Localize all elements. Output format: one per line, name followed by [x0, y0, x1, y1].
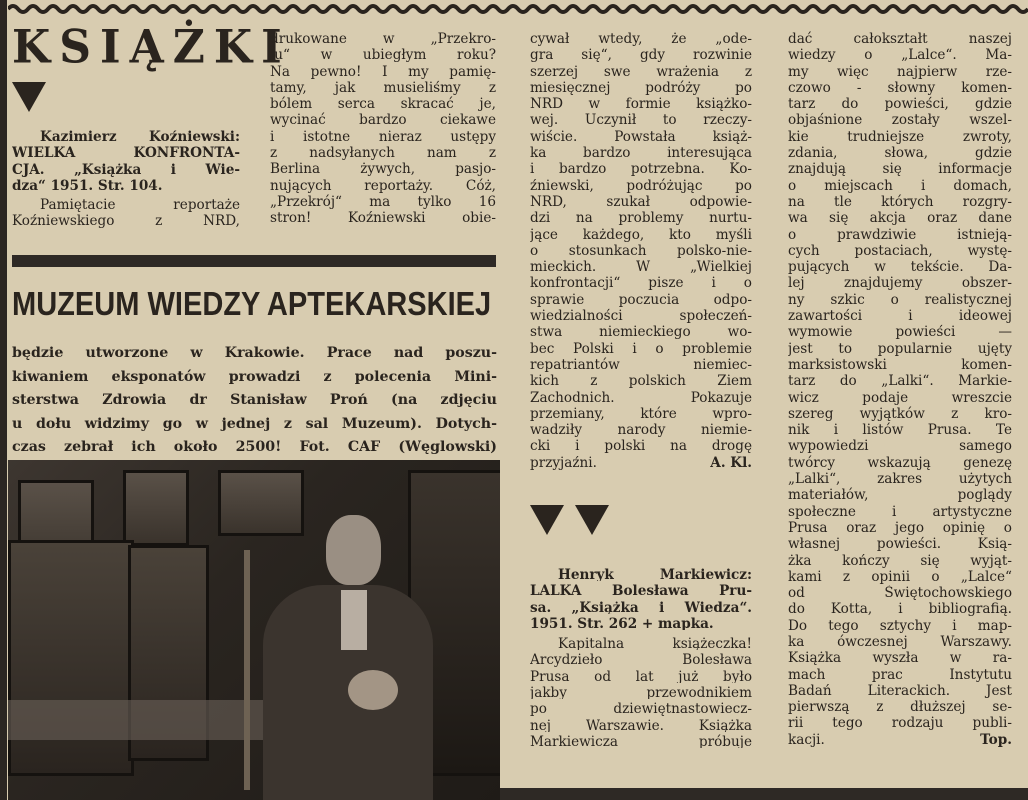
text-line: ju“ w ubiegłym roku?	[270, 47, 496, 64]
text-line: sa. „Książka i Wiedza“.	[530, 599, 752, 614]
text-line: od Świętochowskiego	[788, 585, 1012, 602]
text-line: CJA. „Książka i Wie-	[12, 161, 240, 178]
article1-column2	[270, 31, 496, 227]
article1-column1	[12, 129, 240, 230]
article3-last-line: kacji.	[788, 731, 825, 748]
text-line: nik i listów Prusa. Te	[788, 422, 1012, 439]
text-line: tarz do „Lalki“. Markie-	[788, 373, 1012, 390]
text-line: własnej powieści. Ksią-	[788, 536, 1012, 553]
text-line: wiedzialności społeczeń-	[530, 308, 752, 325]
text-line: ka bardzo interesująca	[530, 145, 752, 162]
text-line: kich z polskich Ziem	[530, 373, 752, 390]
text-line: my więc najpierw rze-	[788, 63, 1012, 80]
article1-text-col3	[530, 31, 752, 455]
text-line: mieckich. W „Wielkiej	[530, 259, 752, 276]
text-line: wej. Uczynił to rzeczy-	[530, 112, 752, 129]
text-line: drukowane w „Przekro-	[270, 31, 496, 47]
text-line: sprawie poczucia odpo-	[530, 291, 752, 308]
text-line: wicz podaje wreszcie	[788, 389, 1012, 406]
text-line: szerzej swe wrażenia z	[530, 63, 752, 80]
text-line: sterstwa Zdrowia dr Stanisław Proń (na zdjęciu	[12, 392, 497, 408]
text-line: bec Polski i o problemie	[530, 340, 752, 357]
article1-last-line: przyjaźni.	[530, 454, 597, 471]
text-line: Pamiętacie reportaże	[40, 197, 240, 214]
text-line: i istotne nieraz ustępy	[270, 128, 496, 145]
text-line: kie trudniejsze zwroty,	[788, 128, 1012, 145]
text-line: wiście. Powstała książ-	[530, 128, 752, 145]
text-line: „Lalki“, zakres użytych	[788, 471, 1012, 488]
text-line: Markiewicza próbuje	[530, 733, 752, 749]
text-line: wypowiedzi samego	[788, 438, 1012, 455]
text-line: pierwszą z dłuższej se-	[788, 699, 1012, 716]
text-line: nujących reportaży. Cóż,	[270, 177, 496, 194]
text-line: tamy, jak musieliśmy z	[270, 79, 496, 96]
text-line: źniewski, podróżując po	[530, 177, 752, 194]
text-line: tarz do powieści, gdzie	[788, 96, 1012, 113]
text-line: NRD w formie książko-	[530, 96, 752, 113]
article1-ending	[530, 455, 752, 471]
text-line: cywał wtedy, że „ode-	[530, 31, 752, 47]
text-line: ka ówczesnej Warszawy.	[788, 633, 1012, 650]
text-line: Arcydzieło Bolesława	[530, 652, 752, 667]
text-line: zawartości i ideowej	[788, 308, 1012, 325]
text-line: Zachodnich. Pokazuje	[530, 389, 752, 406]
text-line: jące każdego, kto myśli	[530, 226, 752, 243]
text-line: o miejscach i domach,	[788, 177, 1012, 194]
text-line: cki i polski na drogę	[530, 438, 752, 455]
article2-lead	[12, 342, 497, 460]
text-line: zdania, słowa, gdzie	[788, 145, 1012, 162]
text-line: szereg wyjątków z kro-	[788, 405, 1012, 422]
article2-title: MUZEUM WIEDZY APTEKARSKIEJ	[12, 285, 492, 322]
text-line: marksistowski komen-	[788, 356, 1012, 373]
text-line: jakby przewodnikiem	[530, 685, 752, 700]
triangle-marker-icon	[530, 505, 564, 535]
article1-text-col1	[12, 197, 240, 230]
article1-column3	[530, 31, 752, 471]
wavy-rule	[8, 2, 1028, 16]
text-line: stron! Koźniewski obie-	[270, 210, 496, 227]
text-line: Do tego sztychy i map-	[788, 617, 1012, 634]
text-line: wadziły narody niemie-	[530, 422, 752, 439]
text-line: miesięcznej podróży po	[530, 79, 752, 96]
text-line: znajdują się informacje	[788, 161, 1012, 178]
text-line: gra się“, gdy rozwinie	[530, 47, 752, 64]
text-line: wymowie powieści —	[788, 324, 1012, 341]
text-line: twórcy wskazują genezę	[788, 454, 1012, 471]
bottom-rule	[500, 788, 1028, 800]
text-line: o prawdziwie istnieją-	[788, 226, 1012, 243]
text-line: objaśnione zostały wszel-	[788, 112, 1012, 129]
text-line: pujących w tekście. Da-	[788, 259, 1012, 276]
text-line: materiałów, poglądy	[788, 487, 1012, 504]
text-line: wa się akcja oraz dane	[788, 210, 1012, 227]
text-line: Na pewno! I my pamię-	[270, 63, 496, 80]
text-line: NRD, szukał odpowie-	[530, 193, 752, 210]
article3-text-col3	[530, 634, 752, 748]
text-line: u dołu widzimy go w jednej z sal Muzeum). Dotych-	[12, 415, 497, 432]
article3-text-col4	[788, 31, 1012, 732]
text-line: Kazimierz Koźniewski:	[40, 129, 240, 145]
text-line: Książka wyszła w ra-	[788, 650, 1012, 667]
text-line: lej znajdujemy obszer-	[788, 275, 1012, 292]
article3-citation	[530, 565, 752, 630]
text-line: Koźniewskiego z NRD,	[12, 213, 240, 230]
text-line: przemiany, które wpro-	[530, 405, 752, 422]
text-line: konfrontacji“ pisze i o	[530, 275, 752, 292]
section-title: KSIĄŻKI	[12, 20, 291, 75]
text-line: dzi na problemy nurtu-	[530, 210, 752, 227]
text-line: i bardzo potrzebna. Ko-	[530, 161, 752, 178]
text-line: Henryk Markiewicz:	[558, 567, 752, 582]
article1-signature: A. Kl.	[710, 454, 752, 471]
article3-column4	[788, 31, 1012, 748]
page-edge	[0, 0, 7, 800]
text-line: społeczne i artystyczne	[788, 503, 1012, 520]
text-line: dza“ 1951. Str. 104.	[12, 177, 163, 194]
text-line: czowo - słowny komen-	[788, 79, 1012, 96]
section-divider-bar	[12, 255, 496, 267]
text-line: WIELKA KONFRONTA-	[12, 145, 240, 162]
museum-photo	[8, 460, 500, 800]
text-line: Badań Literackich. Jest	[788, 682, 1012, 699]
text-line: z nadsyłanych nam z	[270, 145, 496, 162]
text-line: jest to popularnie ujęty	[788, 340, 1012, 357]
triangle-marker-icon	[575, 505, 609, 535]
text-line: nej Warszawie. Książka	[530, 717, 752, 732]
text-line: bólem serca skracać je,	[270, 96, 496, 113]
text-line: żka kończy się wyjąt-	[788, 552, 1012, 569]
text-line: dać całokształt naszej	[788, 31, 1012, 47]
text-line: ny szkic o realistycznej	[788, 291, 1012, 308]
text-line: wycinać bardzo ciekawe	[270, 112, 496, 129]
text-line: cych postaciach, wystę-	[788, 242, 1012, 259]
text-line: Berlina żywych, pasjo-	[270, 161, 496, 178]
article3-signature: Top.	[980, 731, 1012, 748]
text-line: czas zebrał ich około 2500! Fot. CAF (Węglowski)	[12, 439, 497, 455]
text-line: po dziewiętnastowiecz-	[530, 701, 752, 716]
text-line: Prusa od lat już było	[530, 668, 752, 684]
text-line: rii tego rodzaju publi-	[788, 715, 1012, 732]
text-line: wiedzy o „Lalce“. Ma-	[788, 47, 1012, 64]
text-line: stwa niemieckiego wo-	[530, 324, 752, 341]
text-line: Prusa oraz jego opinię o	[788, 519, 1012, 536]
text-line: kami z opinii o „Lalce“	[788, 568, 1012, 585]
text-line: mach prac Instytutu	[788, 666, 1012, 683]
triangle-marker-icon	[12, 82, 46, 112]
text-line: 1951. Str. 262 + mapka.	[530, 615, 714, 631]
text-line: kiwaniem eksponatów prowadzi z polecenia Mini-	[12, 368, 497, 385]
text-line: do Kotta, i bibliografią.	[788, 601, 1012, 618]
text-line: repatriantów niemiec-	[530, 356, 752, 373]
article3-ending	[788, 732, 1012, 748]
text-line: LALKA Bolesława Pru-	[530, 583, 752, 598]
text-line: „Przekrój“ ma tylko 16	[270, 193, 496, 210]
text-line: będzie utworzone w Krakowie. Prace nad poszu-	[12, 345, 497, 361]
article3-citation-block	[530, 565, 752, 748]
text-line: o stosunkach polsko-nie-	[530, 242, 752, 259]
text-line: Kapitalna książeczka!	[558, 636, 752, 651]
text-line: na tle których rozgry-	[788, 193, 1012, 210]
article1-citation	[12, 129, 240, 194]
